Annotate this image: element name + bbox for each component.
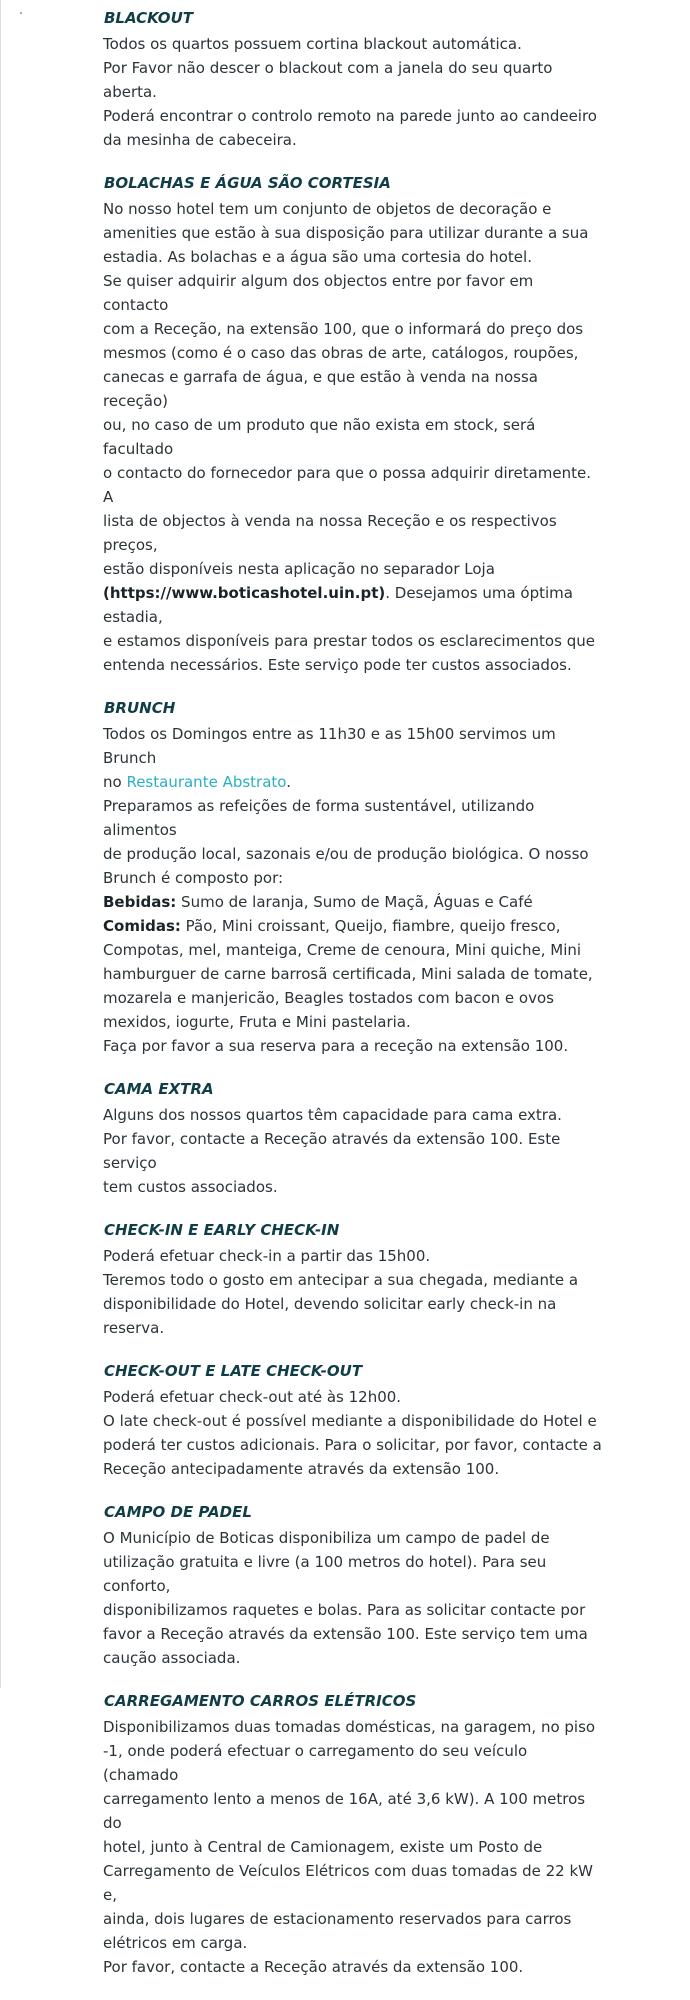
text-line: Teremos todo o gosto em antecipar a sua chegada, mediante a (103, 1271, 579, 1289)
text-fragment: . (286, 773, 291, 791)
text-line: favor a Receção através da extensão 100. Este serviço tem uma (103, 1625, 588, 1643)
food-label: Comidas: (103, 917, 181, 935)
food-text: Pão, Mini croissant, Queijo, fiambre, queijo fresco, (180, 917, 561, 935)
text-line: de produção local, sazonais e/ou de produção biológica. O nosso (103, 845, 589, 863)
text-line (103, 890, 603, 914)
section-title: BOLACHAS E ÁGUA SÃO CORTESIA (104, 174, 391, 192)
text-line: elétricos em carga. (103, 1934, 248, 1952)
text-line: carregamento lento a menos de 16A, até 3,6 kW). A 100 metros do (103, 1790, 586, 1832)
text-line: Brunch é composto por: (103, 869, 284, 887)
text-line: tem custos associados. (103, 1178, 278, 1196)
text-line: O Município de Boticas disponibiliza um campo de padel de (103, 1529, 550, 1547)
section-check-in (103, 1220, 603, 1340)
text-line: -1, onde poderá efectuar o carregamento do seu veículo (chamado (103, 1742, 528, 1784)
restaurant-link[interactable]: Restaurante Abstrato (126, 773, 287, 791)
section-title: BLACKOUT (104, 9, 193, 27)
dot-marker (20, 12, 22, 14)
text-line: canecas e garrafa de água, e que estão à venda na nossa receção) (103, 368, 538, 410)
text-line: estão disponíveis nesta aplicação no separador Loja (103, 560, 495, 578)
text-line: com a Receção, na extensão 100, que o informará do preço dos (103, 320, 584, 338)
shop-url[interactable]: (https://www.boticashotel.uin.pt) (103, 584, 386, 602)
text-line: No nosso hotel tem um conjunto de objetos de decoração e (103, 200, 552, 218)
text-line: Todos os quartos possuem cortina blackout automática. (103, 35, 522, 53)
text-line: Alguns dos nossos quartos têm capacidade para cama extra. (103, 1106, 562, 1124)
section-brunch (103, 698, 603, 1058)
text-line: disponibilidade do Hotel, devendo solicitar early check-in na (103, 1295, 557, 1313)
text-line: hamburguer de carne barrosã certificada, Mini salada de tomate, (103, 965, 593, 983)
text-line: Poderá encontrar o controlo remoto na parede junto ao candeeiro (103, 107, 597, 125)
text-line (103, 770, 603, 794)
text-line: Compotas, mel, manteiga, Creme de cenoura, Mini quiche, Mini (103, 941, 582, 959)
text-line: mozarela e manjericão, Beagles tostados com bacon e ovos (103, 989, 554, 1007)
section-check-out (103, 1361, 603, 1481)
text-line: o contacto do fornecedor para que o possa adquirir diretamente. A (103, 464, 592, 506)
left-border (0, 0, 1, 1688)
text-line: Se quiser adquirir algum dos objectos entre por favor em contacto (103, 272, 534, 314)
text-line: O late check-out é possível mediante a disponibilidade do Hotel e (103, 1412, 597, 1430)
text-line: Poderá efetuar check-in a partir das 15h00. (103, 1247, 431, 1265)
text-line: disponibilizamos raquetes e bolas. Para as solicitar contacte por (103, 1601, 586, 1619)
text-line: da mesinha de cabeceira. (103, 131, 297, 149)
text-line: hotel, junto à Central de Camionagem, existe um Posto de (103, 1838, 543, 1856)
section-carregamento (103, 1691, 603, 1979)
text-line: caução associada. (103, 1649, 241, 1667)
text-line: e estamos disponíveis para prestar todos os esclarecimentos que (103, 632, 595, 650)
section-title: CHECK-IN E EARLY CHECK-IN (104, 1221, 340, 1239)
section-blackout (103, 8, 603, 152)
text-line: Por favor, contacte a Receção através da extensão 100. Este serviço (103, 1130, 561, 1172)
text-line: Por favor, contacte a Receção através da extensão 100. (103, 1958, 524, 1976)
text-line: Carregamento de Veículos Elétricos com duas tomadas de 22 kW e, (103, 1862, 593, 1904)
text-line (103, 581, 603, 629)
text-line: ou, no caso de um produto que não exista em stock, será facultado (103, 416, 536, 458)
section-title: CARREGAMENTO CARROS ELÉTRICOS (104, 1692, 417, 1710)
section-title: CAMPO DE PADEL (104, 1503, 252, 1521)
text-line: entenda necessários. Este serviço pode ter custos associados. (103, 656, 572, 674)
text-line: amenities que estão à sua disposição para utilizar durante a sua (103, 224, 589, 242)
section-bolachas-agua (103, 173, 603, 677)
text-line (103, 914, 603, 938)
text-line: estadia. As bolachas e a água são uma cortesia do hotel. (103, 248, 532, 266)
text-line: aberta. (103, 83, 157, 101)
text-line: Faça por favor a sua reserva para a receção na extensão 100. (103, 1037, 569, 1055)
text-line: reserva. (103, 1319, 165, 1337)
text-line: mesmos (como é o caso das obras de arte, catálogos, roupões, (103, 344, 579, 362)
text-line: Poderá efetuar check-out até às 12h00. (103, 1388, 402, 1406)
text-line: utilização gratuita e livre (a 100 metros do hotel). Para seu conforto, (103, 1553, 547, 1595)
drinks-label: Bebidas: (103, 893, 177, 911)
info-content (103, 8, 603, 2000)
text-line: lista de objectos à venda na nossa Receção e os respectivos preços, (103, 512, 557, 554)
section-cama-extra (103, 1079, 603, 1199)
section-campo-padel (103, 1502, 603, 1670)
text-line: mexidos, iogurte, Fruta e Mini pastelaria. (103, 1013, 411, 1031)
section-title: BRUNCH (104, 699, 176, 717)
drinks-text: Sumo de laranja, Sumo de Maçã, Águas e Café (176, 893, 533, 911)
text-line: poderá ter custos adicionais. Para o solicitar, por favor, contacte a (103, 1436, 602, 1454)
text-fragment: no (103, 773, 127, 791)
text-fragment: . Desejamos uma óptima estadia, (103, 584, 573, 626)
section-title: CHECK-OUT E LATE CHECK-OUT (104, 1362, 363, 1380)
text-line: ainda, dois lugares de estacionamento reservados para carros (103, 1910, 572, 1928)
text-line: Disponibilizamos duas tomadas domésticas, na garagem, no piso (103, 1718, 596, 1736)
text-line: Receção antecipadamente através da extensão 100. (103, 1460, 500, 1478)
text-line: Preparamos as refeições de forma sustentável, utilizando alimentos (103, 797, 535, 839)
text-line: Por Favor não descer o blackout com a janela do seu quarto (103, 59, 553, 77)
text-line: Todos os Domingos entre as 11h30 e as 15h00 servimos um Brunch (103, 725, 556, 767)
section-title: CAMA EXTRA (104, 1080, 214, 1098)
